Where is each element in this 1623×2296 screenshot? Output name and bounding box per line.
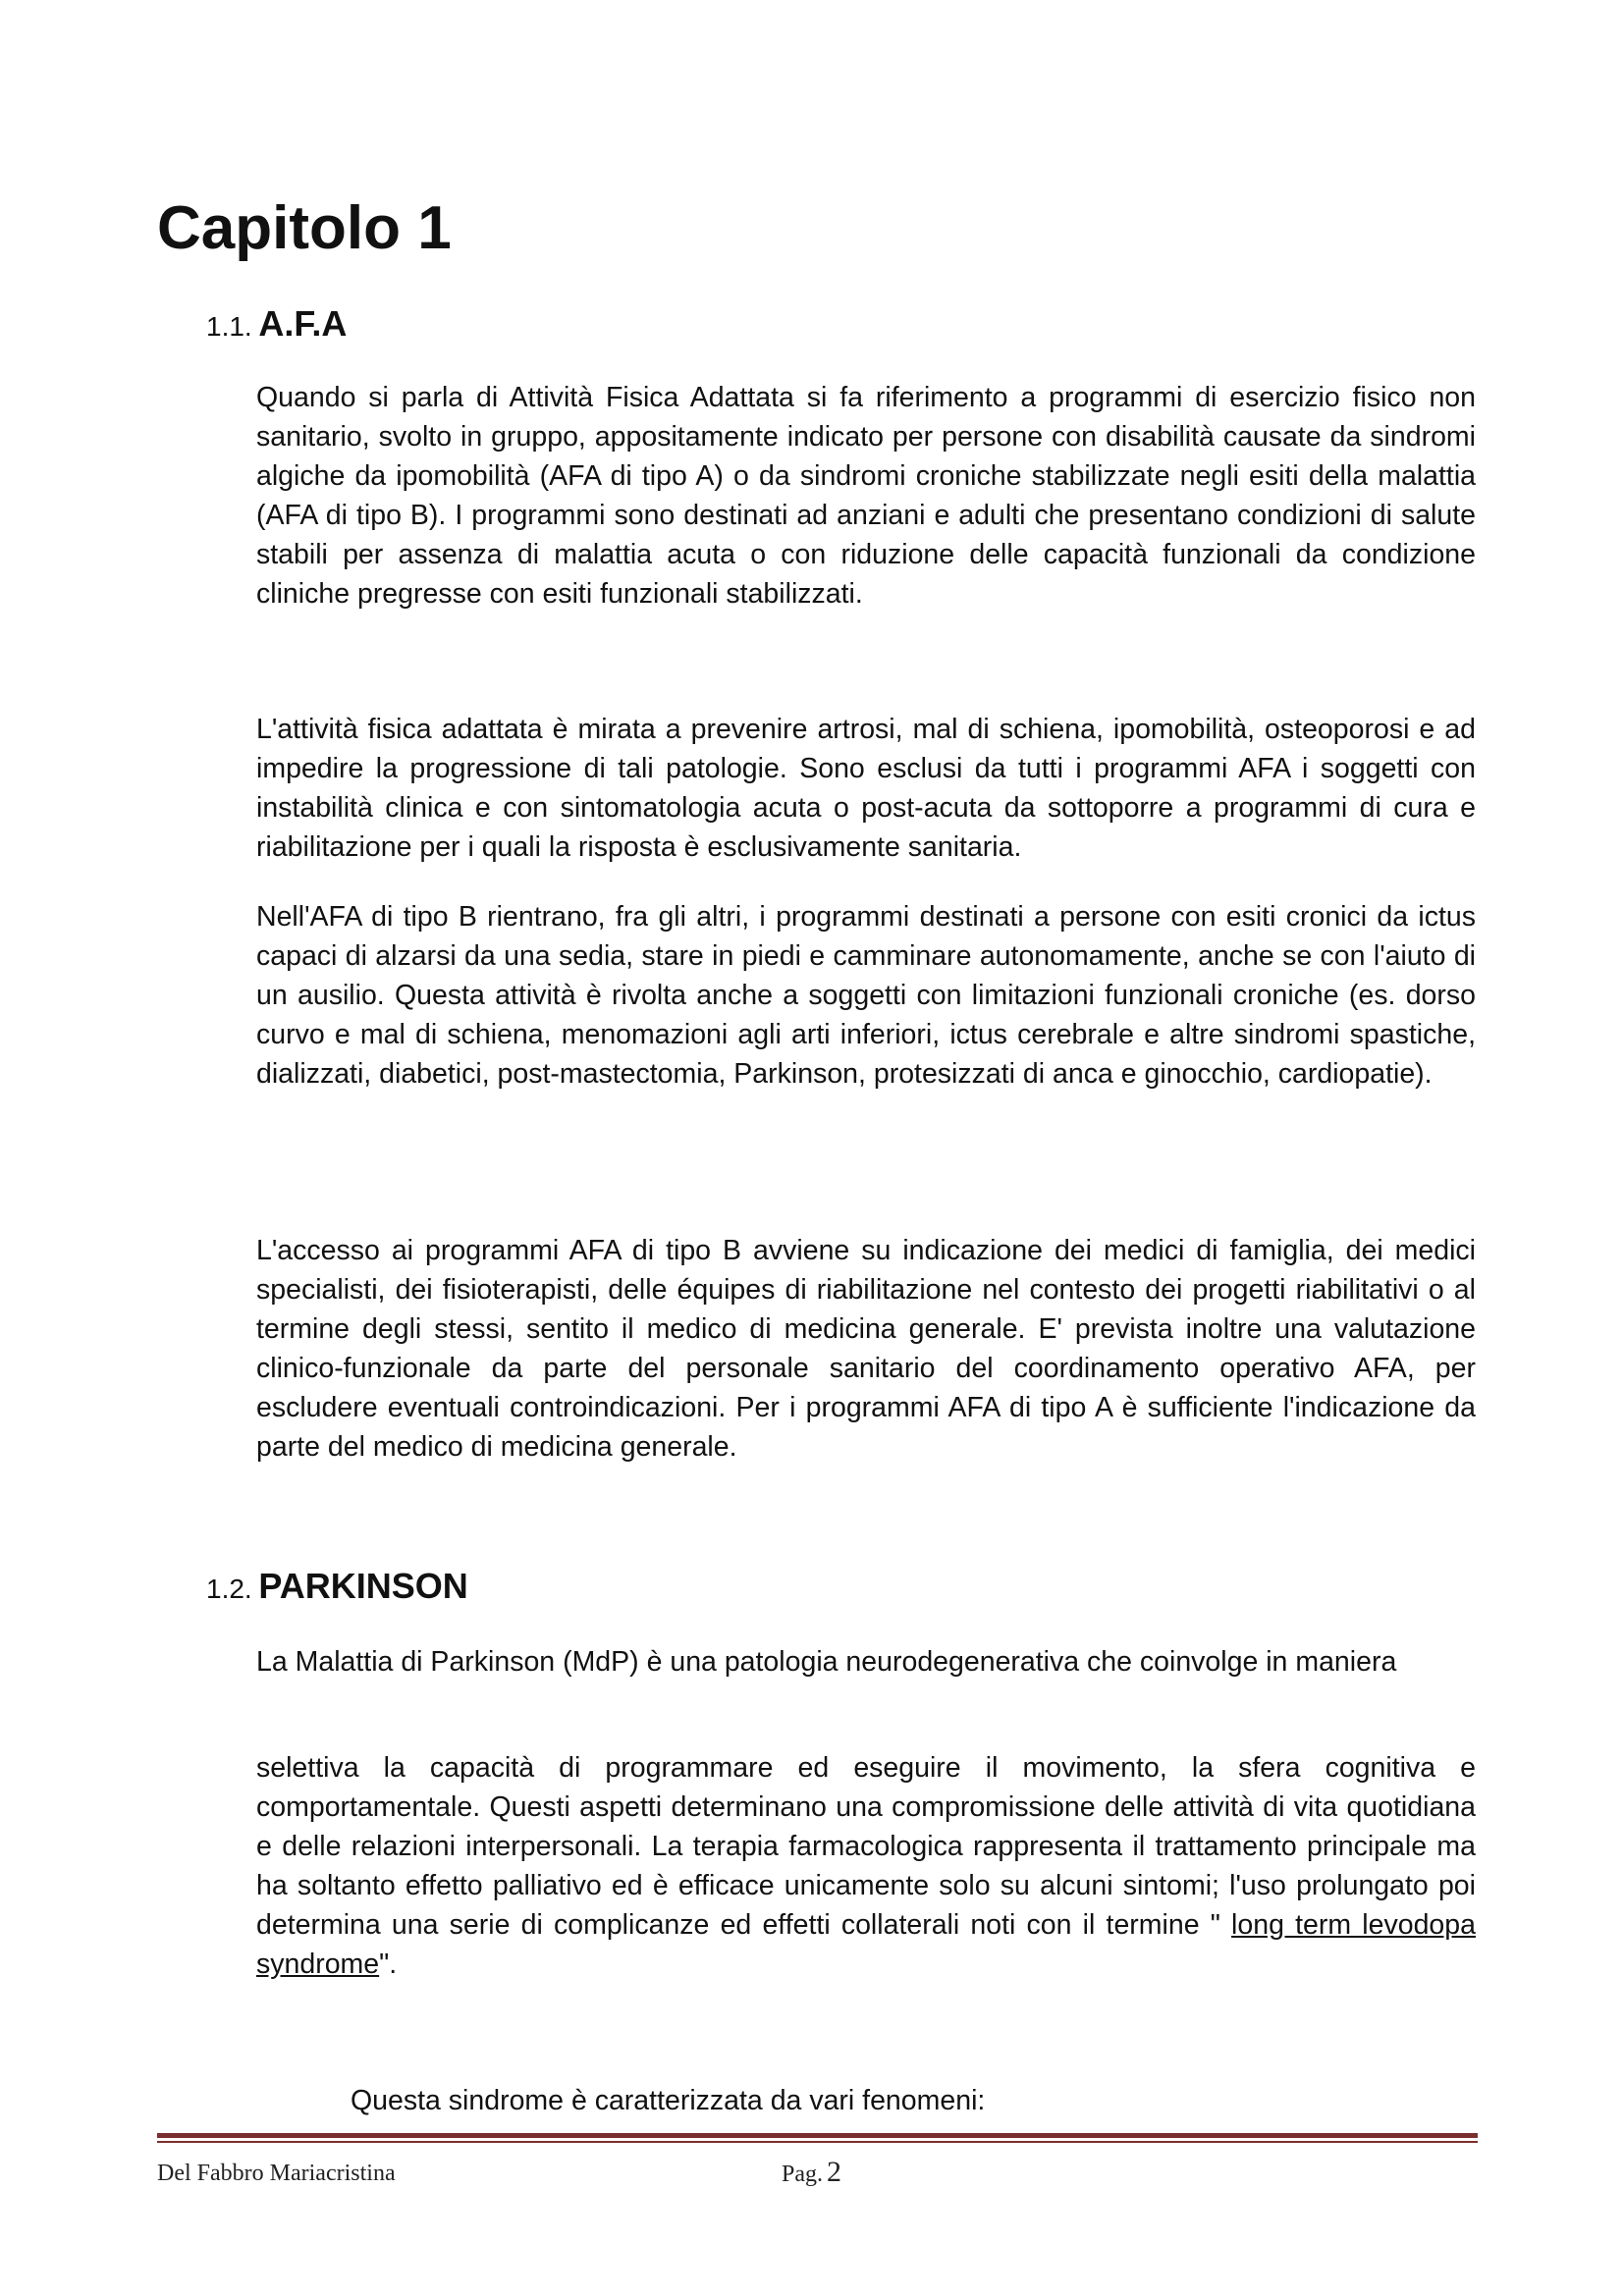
footer-page-number bbox=[782, 2156, 841, 2189]
page-label: Pag. bbox=[782, 2162, 823, 2187]
section-title: PARKINSON bbox=[258, 1566, 468, 1606]
footer-rule-thick bbox=[157, 2133, 1478, 2138]
footer-author: Del Fabbro Mariacristina bbox=[157, 2161, 396, 2186]
paragraph-end: ". bbox=[379, 1949, 398, 1980]
underlined-term: long term levodopa syndrome bbox=[256, 1909, 1476, 1980]
section-number: 1.1. bbox=[206, 311, 252, 342]
paragraph-afa-definition: Quando si parla di Attività Fisica Adattata si fa riferimento a programmi di esercizio fisico non sanitario, svolto in gruppo, appositamente indicato per persone con disabilità causate da sindromi algiche da ipomobilità (AFA di tipo A) o da sindromi croniche stabilizzate negli esiti della malattia (AFA di tipo B). I programmi sono destinati ad anziani e adulti che presentano condizioni di salute stabili per assenza di malattia acuta o con riduzione delle capacità funzionali da condizione cliniche pregresse con esiti funzionali stabilizzati. bbox=[256, 382, 1476, 610]
section-heading-parkinson bbox=[206, 1565, 468, 1607]
paragraph-afa-prevention: L'attività fisica adattata è mirata a prevenire artrosi, mal di schiena, ipomobilità, osteoporosi e ad impedire la progressione di tali patologie. Sono esclusi da tutti i programmi AFA i soggetti con instabilità clinica e con sintomatologia acuta o post-acuta da sottoporre a programmi di cura e riabilitazione per i quali la risposta è esclusivamente sanitaria. bbox=[256, 714, 1476, 863]
page-number: 2 bbox=[827, 2156, 841, 2188]
paragraph-parkinson-description bbox=[256, 1748, 1476, 1984]
section-title: A.F.A bbox=[258, 303, 348, 344]
paragraph-afa-type-b: Nell'AFA di tipo B rientrano, fra gli altri, i programmi destinati a persone con esiti cronici da ictus capaci di alzarsi da una sedia, stare in piedi e camminare autonomamente, anche se con l'aiuto di un ausilio. Questa attività è rivolta anche a soggetti con limitazioni funzionali croniche (es. dorso curvo e mal di schiena, menomazioni agli arti inferiori, ictus cerebrale e altre sindromi spastiche, dializzati, diabetici, post-mastectomia, Parkinson, protesizzati di anca e ginocchio, cardiopatie). bbox=[256, 901, 1476, 1090]
section-number: 1.2. bbox=[206, 1574, 252, 1604]
paragraph-parkinson-intro: La Malattia di Parkinson (MdP) è una patologia neurodegenerativa che coinvolge in maniera bbox=[256, 1646, 1397, 1678]
chapter-title: Capitolo 1 bbox=[157, 194, 452, 262]
footer-rule-thin bbox=[157, 2141, 1478, 2143]
indented-line: Questa sindrome è caratterizzata da vari fenomeni: bbox=[351, 2085, 986, 2116]
paragraph-text: selettiva la capacità di programmare ed eseguire il movimento, la sfera cognitiva e comportamentale. Questi aspetti determinano una compromissione delle attività di vita quotidiana e delle relazioni interpersonali. La terapia farmacologica rappresenta il trattamento principale ma ha soltanto effetto palliativo ed è efficace unicamente solo su alcuni sintomi; l'uso prolungato poi determina una serie di complicanze ed effetti collaterali noti con il termine " bbox=[256, 1752, 1476, 1941]
section-heading-afa bbox=[206, 302, 347, 345]
paragraph-afa-access: L'accesso ai programmi AFA di tipo B avviene su indicazione dei medici di famiglia, dei medici specialisti, dei fisioterapisti, delle équipes di riabilitazione nel contesto dei progetti riabilitativi o al termine degli stessi, sentito il medico di medicina generale. E' prevista inoltre una valutazione clinico-funzionale da parte del personale sanitario del coordinamento operativo AFA, per escludere eventuali controindicazioni. Per i programmi AFA di tipo A è sufficiente l'indicazione da parte del medico di medicina generale. bbox=[256, 1235, 1476, 1463]
